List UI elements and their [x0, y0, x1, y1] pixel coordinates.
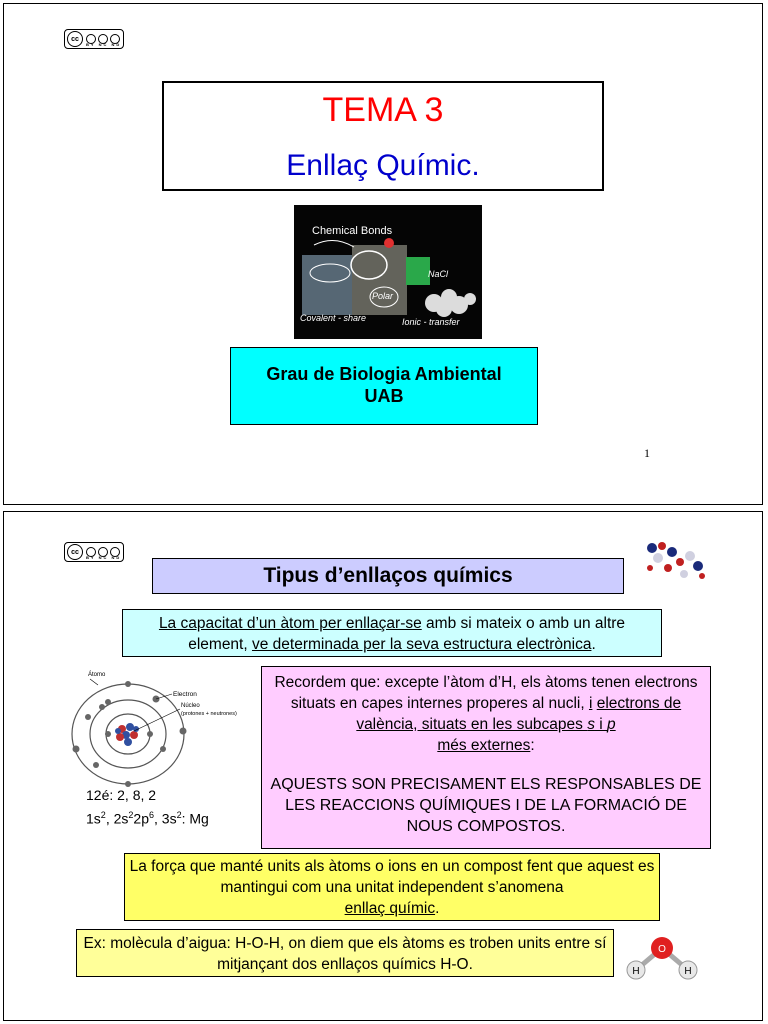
- slide-title: TEMA 3: [322, 91, 444, 129]
- example-box: Ex: molècula d’aigua: H-O-H, on diem que els àtoms es troben units entre sí mitjançant dos enllaços químics H-O.: [76, 929, 614, 977]
- slide-2: [3, 511, 763, 1021]
- slide-subtitle: Enllaç Químic.: [286, 149, 480, 182]
- svg-text:H: H: [632, 966, 640, 977]
- electron-configuration: $1s^2$, $2s^22p^6$, $3s^2$: Mg: [86, 810, 209, 827]
- electron-count: 12é: 2, 8, 2: [86, 787, 157, 803]
- svg-text:Átomo: Átomo: [88, 672, 106, 678]
- svg-text:O: O: [658, 944, 666, 955]
- water-molecule-icon: [620, 930, 704, 986]
- chemical-bonds-image: Chemical Bonds Covalent - share Polar NaCl Ionic - transfer: [294, 205, 482, 339]
- recordem-box: Recordem que: excepte l’àtom d’H, els àtoms tenen electrons situats en capes internes properes al nucli, i electrons de valència, situats en les subcapes s i p més externes: AQUESTS SON PRECISAMENT ELS RESPONSABLES DE LES REACCIONS QUÍMIQUES I DE LA FORMACIÓ DE NOUS COMPOSTOS.: [261, 666, 711, 849]
- title-box: [162, 81, 604, 191]
- university-name: UAB: [364, 386, 404, 406]
- course-box: [230, 347, 538, 425]
- bond-definition-box: La força que manté units als àtoms o ions en un compost fent que aquest es mantingui com una unitat independent s’anomena enllaç químic.: [124, 853, 660, 921]
- slide-1: [3, 3, 763, 505]
- svg-text:Electron: Electron: [173, 691, 197, 698]
- course-name: Grau de Biologia Ambiental: [266, 364, 502, 384]
- slide-header: Tipus d’enllaços químics: [152, 558, 624, 594]
- svg-text:(protones + neutrones): (protones + neutrones): [181, 711, 237, 717]
- recordem-caps: AQUESTS SON PRECISAMENT ELS RESPONSABLES DE LES REACCIONS QUÍMIQUES I DE LA FORMACIÓ DE NOUS COMPOSTOS.: [270, 776, 702, 835]
- capacity-box: La capacitat d’un àtom per enllaçar-se amb si mateix o amb un altre element, ve determinada per la seva estructura electrònica.: [122, 609, 662, 657]
- atom-diagram: [68, 669, 260, 789]
- cc-license-icon: cc BY NC ND: [64, 542, 124, 562]
- svg-text:H: H: [684, 966, 692, 977]
- molecules-icon: [644, 538, 708, 580]
- cc-license-icon: cc BY NC ND: [64, 29, 124, 49]
- page-number: 1: [644, 446, 650, 460]
- svg-text:Núcleo: Núcleo: [181, 703, 200, 709]
